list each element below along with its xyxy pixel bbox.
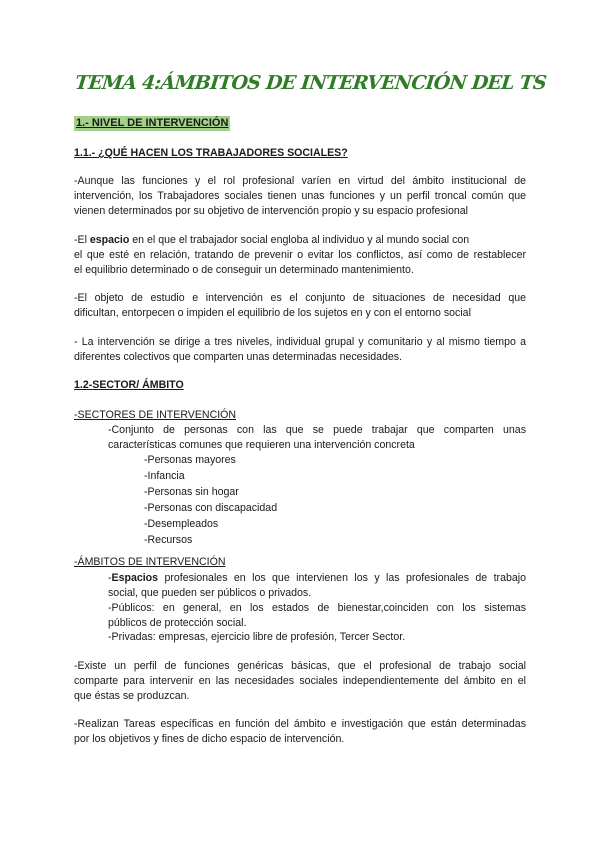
paragraph-line: diferentes colectivos que comparten unas determinadas necesidades.	[74, 351, 403, 363]
paragraph-line: por los objetivos y fines de dicho espacio de intervención.	[74, 733, 345, 745]
ambitos-espacios	[108, 571, 526, 601]
paragraph-objeto	[74, 291, 526, 321]
paragraph-line: -El espacio en el que el trabajador social engloba al individuo y al mundo social con	[74, 234, 470, 246]
list-item: -Desempleados	[144, 518, 219, 530]
paragraph-line: vienen determinados por su objetivo de intervención propio y su espacio profesional	[74, 205, 468, 217]
list-item: -Personas mayores	[144, 454, 236, 466]
paragraph-line: que éstas se produzcan.	[74, 690, 190, 702]
paragraph-funciones	[74, 174, 526, 219]
paragraph-line: - La intervención se dirige a tres niveles, individual grupal y comunitario y al mismo tiempo a	[74, 336, 526, 348]
subsection-heading-sector: 1.2-SECTOR/ ÁMBITO	[74, 379, 184, 391]
sectores-list	[144, 453, 277, 549]
list-item: -Infancia	[144, 470, 185, 482]
paragraph-line: comparte para intervenir en las necesidades sociales independientemente del ámbito en el	[74, 675, 526, 687]
subsection-heading-que-hacen: 1.1.- ¿QUÉ HACEN LOS TRABAJADORES SOCIALES?	[74, 147, 348, 159]
paragraph-line: -Realizan Tareas específicas en función del ámbito e investigación que están determinadas	[74, 718, 526, 730]
paragraph-line: -Privadas: empresas, ejercicio libre de profesión, Tercer Sector.	[108, 631, 406, 643]
paragraph-line: el equilibrio determinado o de conseguir un determinado mantenimiento.	[74, 264, 414, 276]
ambitos-heading: -ÁMBITOS DE INTERVENCIÓN	[74, 556, 226, 568]
ambitos-publicos	[108, 601, 526, 631]
sectores-heading: -SECTORES DE INTERVENCIÓN	[74, 409, 237, 421]
list-item: -Personas con discapacidad	[144, 502, 278, 514]
list-item: -Recursos	[144, 534, 193, 546]
paragraph-line: social, que pueden ser públicos o privados.	[108, 587, 312, 599]
list-item: -Personas sin hogar	[144, 486, 239, 498]
paragraph-line: -Conjunto de personas con las que se puede trabajar que comparten unas	[108, 424, 526, 436]
paragraph-line: -Existe un perfil de funciones genéricas básicas, que el profesional de trabajo social	[74, 660, 526, 672]
paragraph-perfil-generico	[74, 659, 526, 704]
paragraph-tareas	[74, 717, 526, 747]
paragraph-line: intervención, los Trabajadores sociales tienen unas funciones y un perfil troncal común que	[74, 190, 526, 202]
paragraph-line: -Aunque las funciones y el rol profesional varíen en virtud del ámbito institucional de	[74, 175, 526, 187]
bold-term-espacio: espacio	[89, 234, 130, 246]
paragraph-niveles	[74, 335, 526, 365]
paragraph-line: públicos de protección social.	[108, 617, 247, 629]
paragraph-line: -El objeto de estudio e intervención es el conjunto de situaciones de necesidad que	[74, 292, 526, 304]
section-heading-nivel: 1.- NIVEL DE INTERVENCIÓN	[76, 117, 229, 129]
paragraph-line: -Espacios profesionales en los que intervienen los y las profesionales de trabajo	[108, 572, 526, 584]
paragraph-line: dificultan, entorpecen o impiden el equilibrio de los sujetos en y con el entorno social	[74, 307, 471, 319]
ambitos-privadas	[108, 630, 526, 645]
paragraph-line: -Públicos: en general, en los estados de bienestar,coinciden con los sistemas	[108, 602, 526, 614]
paragraph-espacio	[74, 233, 526, 278]
document-title: TEMA 4:ÁMBITOS DE INTERVENCIÓN DEL TS	[73, 72, 548, 94]
paragraph-line: el que esté en relación, tratando de prevenir o evitar los conflictos, así como de restablecer	[74, 249, 526, 261]
paragraph-line: características comunes que requieren una intervención concreta	[108, 439, 415, 451]
sectores-definition	[108, 423, 526, 453]
bold-term-espacios: Espacios	[111, 572, 159, 584]
